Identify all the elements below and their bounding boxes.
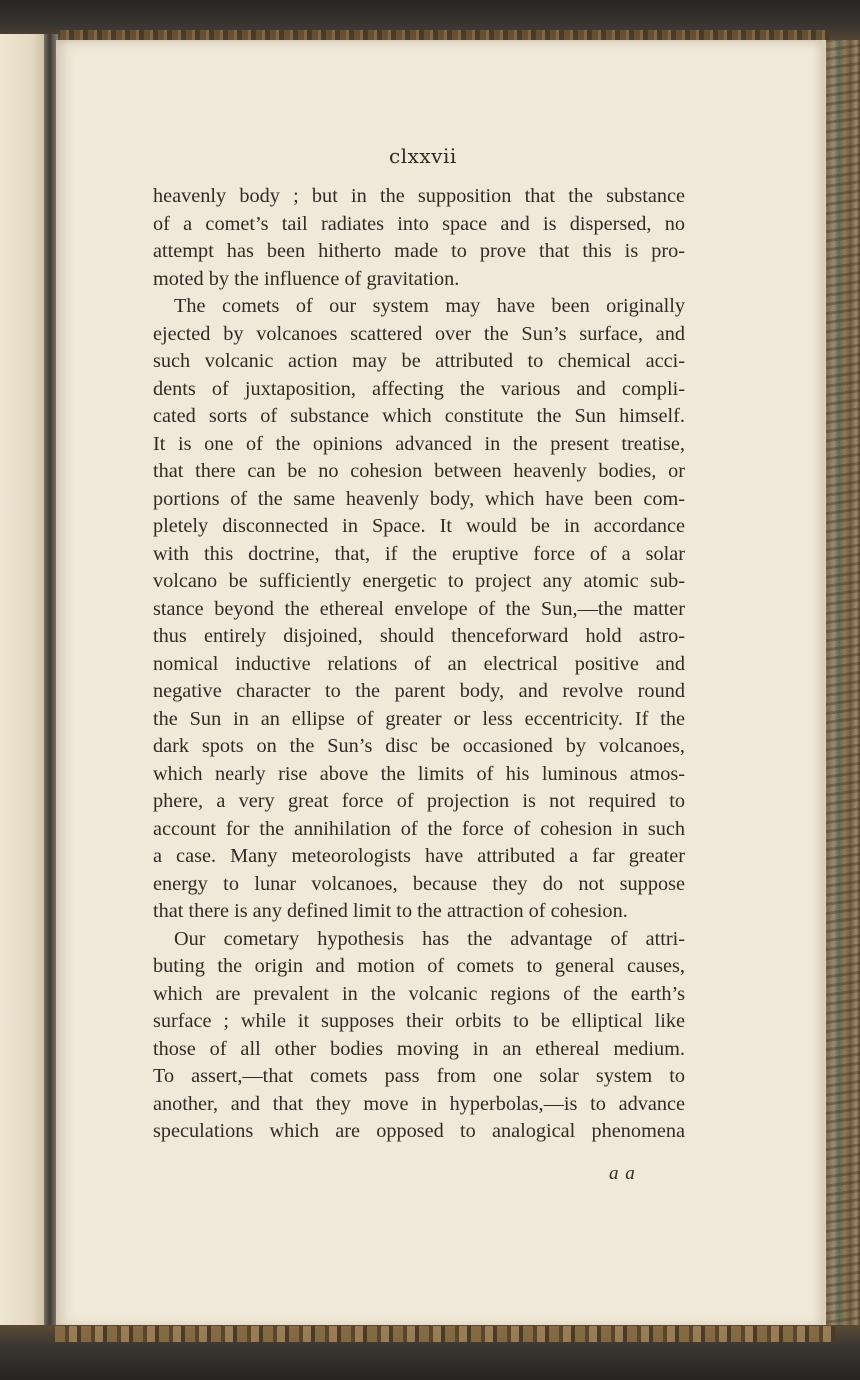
text-line: of a comet’s tail radiates into space and is dispersed, no <box>153 212 685 235</box>
text-line: such volcanic action may be attributed to chemical acci- <box>153 350 685 372</box>
text-line: volcano be sufficiently energetic to project any atomic sub- <box>153 570 685 592</box>
text-line: The comets of our system may have been originally <box>174 295 685 317</box>
text-line: phere, a very great force of projection is not required to <box>153 790 685 812</box>
text-line: cated sorts of substance which constitute the Sun himself. <box>153 405 685 427</box>
text-line: which nearly rise above the limits of his luminous atmos- <box>153 762 685 785</box>
text-line: those of all other bodies moving in an ethereal medium. <box>153 1037 685 1060</box>
marbled-fore-edge <box>822 40 860 1328</box>
text-line: nomical inductive relations of an electrical positive and <box>153 652 685 675</box>
text-line: To assert,—that comets pass from one solar system to <box>153 1065 685 1087</box>
page-edge-highlight <box>822 40 826 1328</box>
body-text <box>153 183 685 1146</box>
text-line: that there can be no cohesion between heavenly bodies, or <box>153 460 685 482</box>
binding-bottom <box>55 1326 835 1342</box>
text-line: pletely disconnected in Space. It would be in accordance <box>153 515 685 537</box>
page-number: clxxvii <box>389 144 457 168</box>
text-line: with this doctrine, that, if the eruptive force of a solar <box>153 542 685 565</box>
text-line: dark spots on the Sun’s disc be occasioned by volcanoes, <box>153 735 685 757</box>
text-line: which are prevalent in the volcanic regions of the earth’s <box>153 982 685 1005</box>
text-line: moted by the influence of gravitation. <box>153 267 460 290</box>
text-line: stance beyond the ethereal envelope of the Sun,—the matter <box>153 597 685 620</box>
facing-page-edge <box>0 34 46 1336</box>
text-line: portions of the same heavenly body, which have been com- <box>153 487 685 510</box>
text-line: surface ; while it supposes their orbits to be elliptical like <box>153 1010 685 1032</box>
text-line: thus entirely disjoined, should thenceforward hold astro- <box>153 625 685 647</box>
text-line: heavenly body ; but in the supposition that the substance <box>153 185 685 207</box>
text-line: another, and that they move in hyperbolas,—is to advance <box>153 1092 685 1115</box>
text-line: that there is any defined limit to the attraction of cohesion. <box>153 900 628 922</box>
text-line: negative character to the parent body, and revolve round <box>153 680 685 702</box>
text-line: Our cometary hypothesis has the advantage of attri- <box>174 927 685 950</box>
text-line: account for the annihilation of the force of cohesion in such <box>153 817 685 840</box>
text-line: It is one of the opinions advanced in the present treatise, <box>153 432 685 455</box>
text-line: attempt has been hitherto made to prove that this is pro- <box>153 240 685 262</box>
text-line: the Sun in an ellipse of greater or less eccentricity. If the <box>153 707 685 730</box>
text-line: energy to lunar volcanoes, because they do not suppose <box>153 872 685 895</box>
signature-mark: a a <box>609 1163 636 1184</box>
text-line: ejected by volcanoes scattered over the Sun’s surface, and <box>153 322 685 345</box>
text-line: buting the origin and motion of comets to general causes, <box>153 955 685 977</box>
text-line: a case. Many meteorologists have attributed a far greater <box>153 845 685 867</box>
text-line: speculations which are opposed to analogical phenomena <box>153 1120 685 1142</box>
text-line: dents of juxtaposition, affecting the various and compli- <box>153 377 685 400</box>
